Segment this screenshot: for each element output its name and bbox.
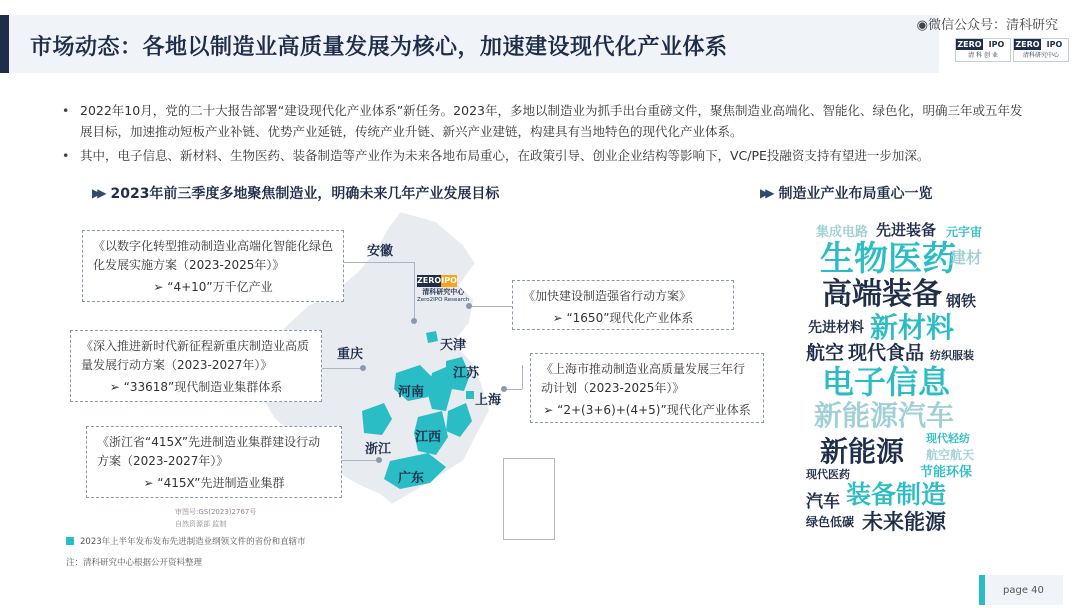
connector-dot (360, 365, 366, 371)
policy-target: ➢ “33618”现代制造业集群体系 (109, 380, 283, 394)
province-label-henan: 河南 (398, 385, 425, 400)
connector-line (344, 262, 414, 263)
wordcloud-word: 高端装备 (822, 277, 942, 312)
wordcloud-word: 元宇宙 (946, 225, 983, 239)
left-section-title: 2023年前三季度多地聚焦制造业，明确未来几年产业发展目标 (110, 186, 500, 202)
map-logo: ZERO IPO 清科研究中心 Zero2IPO Research (417, 276, 470, 303)
connector-dot (411, 318, 417, 324)
wordcloud-word: 现代医药 (806, 468, 850, 481)
wordcloud-word: 航空航天 (926, 448, 975, 462)
wordcloud-word: 先进材料 (808, 320, 864, 336)
connector-dot (466, 303, 472, 309)
wordcloud-word: 建材 (950, 248, 983, 267)
wordcloud-word: 新能源汽车 (814, 399, 955, 432)
wordcloud-word: 未来能源 (862, 510, 946, 534)
province-label-tianjin: 天津 (440, 338, 467, 353)
policy-box-zhejiang (86, 426, 342, 498)
double-chevron-icon: ▶▶ (760, 186, 771, 200)
watermark-text: 微信公众号：清科研究 (927, 18, 1058, 33)
wordcloud-word: 电子信息 (822, 363, 951, 401)
right-section-title: 制造业产业布局重心一览 (778, 186, 933, 202)
province-label-shanghai: 上海 (475, 393, 502, 408)
connector-line (322, 368, 362, 369)
legend-swatch (66, 537, 74, 545)
policy-target: ➢ “415X”先进制造业集群 (143, 476, 285, 490)
map-legend (66, 535, 306, 547)
policy-title: 《加快建设制造强省行动方案》 (523, 289, 692, 303)
connector-line (522, 365, 523, 389)
province-shanghai (466, 391, 474, 399)
page-number: page 40 (1003, 585, 1044, 596)
connector-line (414, 262, 415, 322)
wordcloud-word: 先进装备 (876, 221, 937, 239)
connector-line (505, 389, 522, 390)
province-label-zhejiang: 浙江 (365, 442, 392, 457)
wordcloud-word: 生物医药 (820, 239, 956, 279)
wordcloud-word: 钢铁 (946, 292, 977, 310)
industry-wordcloud (800, 218, 990, 548)
wordcloud-word: 现代轻纺 (926, 432, 970, 445)
wordcloud-word: 汽车 (806, 492, 840, 512)
policy-box-shanghai (530, 353, 764, 423)
left-section-header (92, 183, 499, 203)
province-label-chongqing: 重庆 (337, 347, 364, 362)
bullet-item: • 其中，电子信息、新材料、生物医药、装备制造等产业作为未来各地布局重心，在政策引导、创业企业结构等影响下，VC/PE投融资支持有望进一步加深。 (62, 145, 1027, 166)
double-chevron-icon: ▶▶ (92, 186, 103, 200)
policy-target: ➢ “1650”现代化产业体系 (552, 311, 694, 325)
wordcloud-word: 节能环保 (920, 465, 973, 480)
policy-box-henan (512, 280, 734, 330)
bullet-item: • 2022年10月，党的二十大报告部署“建设现代化产业体系”新任务。2023年，多地以制造业为抓手出台重磅文件，聚焦制造业高端化、智能化、绿色化，明确三年或五年发展目标，加速推动短板产业补链、优势产业延链，传统产业升链、新兴产业建链，构建具有当地特色的现代化产业体系。 (62, 100, 1027, 142)
right-section-header (760, 183, 932, 203)
policy-target: ➢ “2+(3+6)+(4+5)”现代化产业体系 (543, 403, 751, 417)
wordcloud-word: 绿色低碳 (806, 515, 855, 529)
wordcloud-word: 新材料 (870, 311, 955, 344)
wechat-icon: ◉ (916, 18, 928, 33)
connector-dot (376, 457, 382, 463)
policy-title: 《浙江省“415X”先进制造业集群建设行动方案（2023-2027年）》 (97, 435, 321, 468)
province-label-anhui: 安徽 (367, 244, 394, 259)
wordcloud-word: 现代食品 (848, 342, 925, 364)
wordcloud-word: 航空 (806, 342, 845, 364)
title-accent-bar (0, 15, 9, 73)
policy-title: 《深入推进新时代新征程新重庆制造业高质量发展行动方案（2023-2027年）》 (81, 339, 310, 372)
connector-line (342, 460, 378, 461)
bullet-list (62, 100, 1027, 169)
zero2ipo-logo-right: ZERO IPO 清科研究中心 (1013, 38, 1069, 62)
policy-box-anhui (82, 230, 344, 302)
wordcloud-word: 集成电路 (816, 225, 869, 240)
connector-line (470, 306, 512, 307)
province-label-jiangsu: 江苏 (453, 366, 480, 381)
header (0, 0, 1080, 86)
policy-target: ➢ “4+10”万千亿产业 (153, 280, 273, 294)
wordcloud-word: 装备制造 (846, 480, 947, 509)
zero2ipo-logo-left: ZERO IPO 清 科 创 业 (955, 38, 1011, 62)
policy-box-chongqing (70, 330, 322, 402)
connector-dot (501, 386, 507, 392)
legend-text: 2023年上半年发布发布先进制造业纲领文件的省份和直辖市 (80, 537, 306, 547)
province-label-guangdong: 广东 (398, 471, 425, 486)
wordcloud-word: 纺织服装 (930, 349, 974, 362)
south-china-sea-inset (503, 458, 555, 540)
page-title: 市场动态：各地以制造业高质量发展为核心，加速建设现代化产业体系 (30, 35, 728, 60)
watermark (917, 14, 1058, 33)
source-note: 注：清科研究中心根据公开资料整理 (66, 558, 203, 568)
policy-title: 《以数字化转型推动制造业高端化智能化绿色化发展实施方案（2023-2025年）》 (93, 239, 334, 272)
map-approval-credit: 审图号:GS(2023)2767号 自然资源部 监制 (175, 508, 257, 528)
province-tianjin (426, 331, 438, 343)
wordcloud-word: 新能源 (820, 435, 905, 468)
province-label-jiangxi: 江西 (415, 430, 442, 445)
policy-title: 《上海市推动制造业高质量发展三年行动计划（2023-2025年）》 (541, 362, 746, 395)
